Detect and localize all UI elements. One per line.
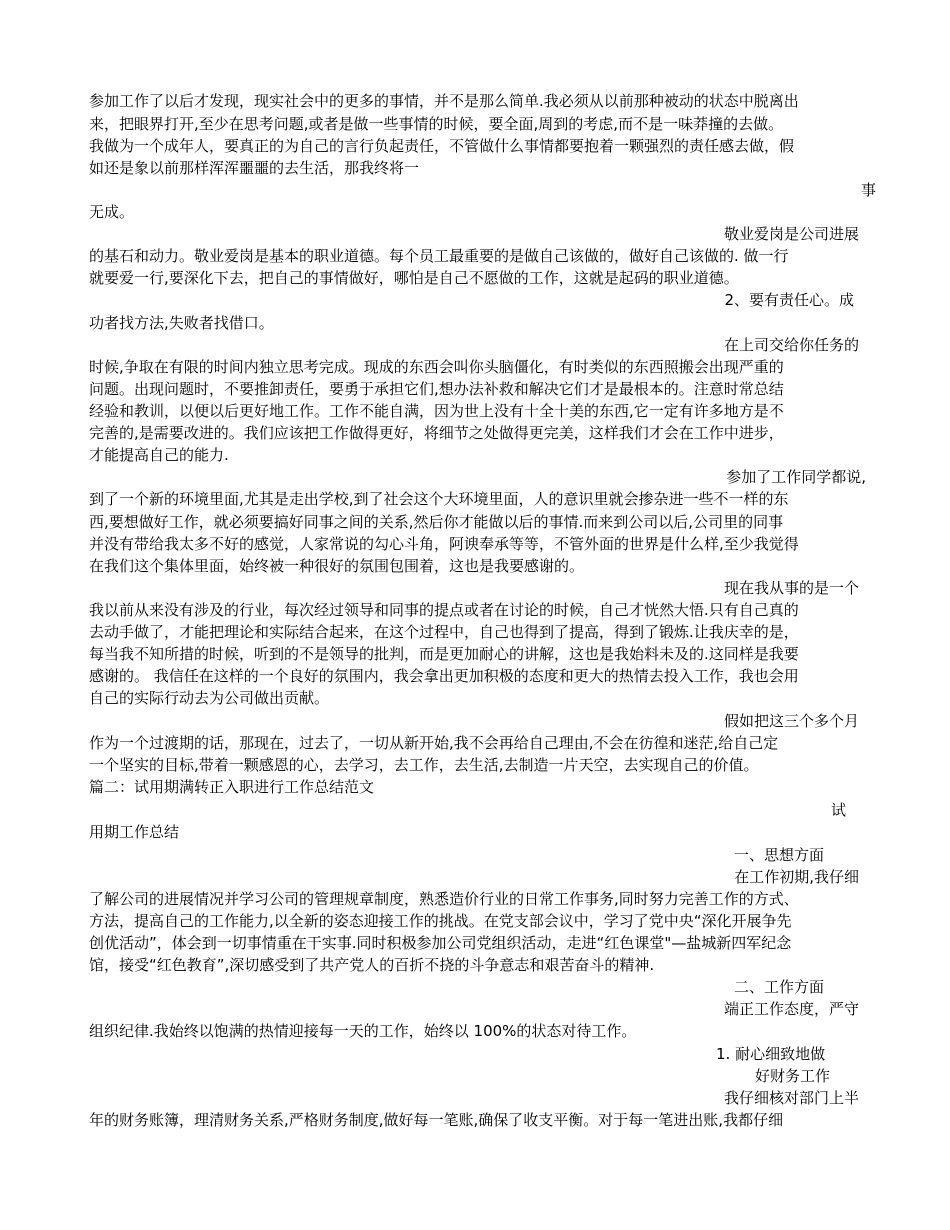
text-line: 参加了工作同学都说,	[726, 468, 866, 486]
text-line: 了解公司的进展情况并学习公司的管理规章制度，熟悉造价行业的日常工作事务,同时努力完善工作的方式、	[89, 890, 799, 908]
text-line: 方法，提高自己的工作能力,以全新的姿态迎接工作的挑战。在党支部会议中，学习了党中央“深化开展争先	[89, 912, 792, 930]
text-line: 用期工作总结	[89, 823, 180, 841]
text-line: 无成。	[89, 203, 135, 221]
text-line: 我以前从来没有涉及的行业，每次经过领导和同事的提点或者在讨论的时候，自己才恍然大悟.只有自己真的	[89, 601, 799, 619]
text-line: 我仔细核对部门上半	[723, 1089, 859, 1107]
text-line: 如还是象以前那样浑浑噩噩的去生活，那我终将一	[89, 159, 420, 177]
text-line: 到了一个新的环境里面,尤其是走出学校,到了社会这个大环境里面，人的意识里就会掺杂进一些不一样的东	[89, 490, 789, 508]
text-line: 现在我从事的是一个	[723, 579, 859, 597]
section-heading: 篇二：试用期满转正入职进行工作总结范文	[89, 778, 375, 796]
text-line: 功者找方法,失败者找借口。	[89, 314, 274, 332]
text-line: 2、要有责任心。成	[724, 291, 854, 309]
text-line: 我做为一个成年人，要真正的为自己的言行负起责任，不管做什么事情都要抱着一颗强烈的责任感去做，假	[89, 137, 795, 155]
text-line: 自己的实际行动去为公司做出贡献。	[89, 689, 330, 707]
text-line: 在工作初期,我仔细	[734, 868, 859, 886]
text-line: 试	[830, 801, 846, 819]
text-line: 就要爱一行,要深化下去，把自己的事情做好，哪怕是自己不愿做的工作，这就是起码的职业道德。	[89, 269, 739, 287]
text-line: 完善的,是需要改进的。我们应该把工作做得更好，将细节之处做得更完美，这样我们才会在工作中进步，	[89, 424, 784, 442]
text-line: 假如把这三个多个月	[723, 712, 859, 730]
text-line: 经验和教训，以便以后更好地工作。工作不能自满，因为世上没有十全十美的东西,它一定有许多地方是不	[89, 402, 784, 420]
subheading: 二、工作方面	[733, 978, 824, 996]
text-line: 参加工作了以后才发现，现实社会中的更多的事情，并不是那么简单.我必须从以前那种被动的状态中脱离出	[89, 92, 799, 110]
text-line: 的基石和动力。敬业爱岗是基本的职业道德。每个员工最重要的是做自己该做的，做好自己该做的. 做一行	[89, 247, 789, 265]
text-line: 好财务工作	[755, 1067, 831, 1085]
text-line: 馆，接受“红色教育”,深切感受到了共产党人的百折不挠的斗争意志和艰苦奋斗的精神.	[89, 956, 655, 974]
text-line: 端正工作态度，严守	[723, 1000, 859, 1018]
text-line: 事	[860, 181, 876, 199]
subheading: 一、思想方面	[733, 846, 824, 864]
text-line: 组织纪律.我始终以饱满的热情迎接每一天的工作，始终以 100%的状态对待工作。	[89, 1022, 637, 1040]
text-line: 感谢的。 我信任在这样的一个良好的氛围内，我会拿出更加积极的态度和更大的热情去投入工作，我也会用	[89, 667, 799, 685]
text-line: 在上司交给你任务的	[723, 336, 859, 354]
text-line: 去动手做了，才能把理论和实际结合起来，在这个过程中，自己也得到了提高，得到了锻炼.让我庆幸的是，	[89, 623, 799, 641]
text-line: 并没有带给我太多不好的感觉，人家常说的勾心斗角，阿谀奉承等等，不管外面的世界是什么样,至少我觉得	[89, 535, 799, 553]
text-line: 来，把眼界打开,至少在思考问题,或者是做一些事情的时候，要全面,周到的考虑,而不是一味莽撞的去做。	[89, 115, 784, 133]
text-line: 创优活动”，体会到一切事情重在干实事.同时积极参加公司党组织活动，走进“红色课堂"—盐城新四军纪念	[89, 934, 792, 952]
text-line: 问题。出现问题时，不要推卸责任，要勇于承担它们,想办法补救和解决它们才是最根本的。注意时常总结	[89, 380, 784, 398]
text-line: 敬业爱岗是公司进展	[723, 225, 859, 243]
text-line: 时候,争取在有限的时间内独立思考完成。现成的东西会叫你头脑僵化，有时类似的东西照搬会出现严重的	[89, 358, 784, 376]
text-line: 一个坚实的目标,带着一颗感恩的心，去学习，去工作，去生活,去制造一片天空，去实现自己的价值。	[89, 756, 759, 774]
text-line: 西,要想做好工作，就必须要搞好同事之间的关系,然后你才能做以后的事情.而来到公司以后,公司里的同事	[89, 513, 784, 531]
text-line: 才能提高自己的能力.	[89, 446, 229, 464]
text-line: 在我们这个集体里面，始终被一种很好的氛围包围着，这也是我要感谢的。	[89, 557, 585, 575]
text-line: 年的财务账簿，理清财务关系,严格财务制度,做好每一笔账,确保了收支平衡。对于每一笔进出账,我都仔细	[89, 1111, 784, 1129]
list-item-number: 1. 耐心细致地做	[716, 1045, 826, 1063]
text-line: 每当我不知所措的时候，听到的不是领导的批判，而是更加耐心的讲解，这也是我始料未及的.这同样是我要	[89, 645, 799, 663]
text-line: 作为一个过渡期的话，那现在，过去了，一切从新开始,我不会再给自己理由,不会在彷徨和迷茫,给自己定	[89, 734, 779, 752]
